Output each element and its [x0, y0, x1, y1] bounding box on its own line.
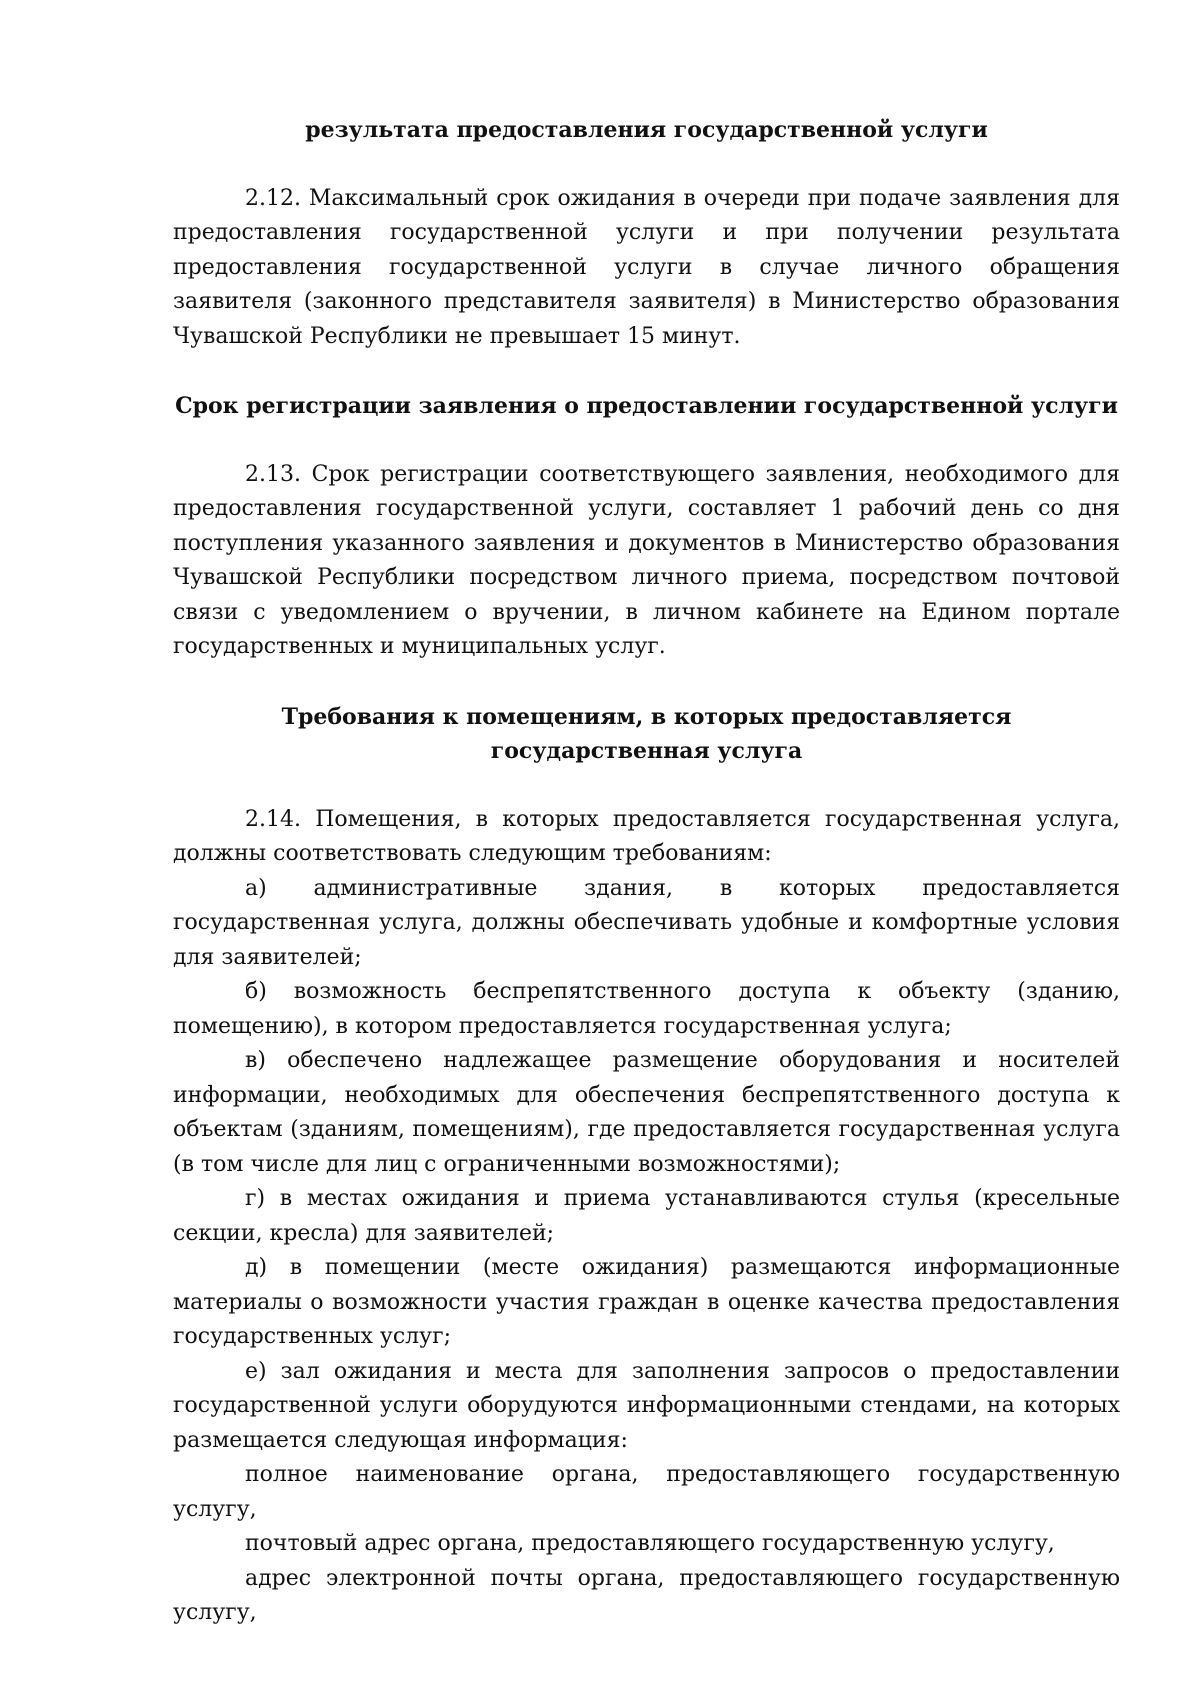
list-item-b: б) возможность беспрепятственного доступа к объекту (зданию, помещению), в котором предоставляется государственная услуга;	[173, 979, 1120, 1039]
section-heading-premises-line-2: государственная услуга	[490, 738, 803, 764]
spacer	[173, 354, 1120, 389]
info-line-full-name: полное наименование органа, предоставляющего государственную услугу,	[173, 1462, 1120, 1522]
spacer	[173, 148, 1120, 182]
paragraph-2-14: 2.14. Помещения, в которых предоставляется государственная услуга, должны соответствовать следующим требованиям:	[173, 806, 1120, 866]
section-heading-registration: Срок регистрации заявления о предоставлении государственной услуги	[175, 393, 1118, 419]
document-body	[173, 113, 1120, 1631]
spacer	[173, 424, 1120, 458]
list-item-g: г) в местах ожидания и приема устанавливаются стулья (кресельные секции, кресла) для заявителей;	[173, 1186, 1120, 1246]
paragraph-2-13: 2.13. Срок регистрации соответствующего заявления, необходимого для предоставления государственной услуги, составляет 1 рабочий день со дня поступления указанного заявления и документов в Министерство образования Чувашской Республики посредством личного приема, посредством почтовой связи с уведомлением о вручении, в личном кабинете на Едином портале государственных и муниципальных услуг.	[173, 461, 1120, 659]
list-item-e: е) зал ожидания и места для заполнения запросов о предоставлении государственной услуги оборудуются информационными стендами, на которых размещается следующая информация:	[173, 1358, 1120, 1453]
list-item-d: д) в помещении (месте ожидания) размещаются информационные материалы о возможности участия граждан в оценке качества предоставления государственных услуг;	[173, 1255, 1120, 1349]
list-item-v: в) обеспечено надлежащее размещение оборудования и носителей информации, необходимых для обеспечения беспрепятственного доступа к объектам (зданиям, помещениям), где предоставляется государственная услуга (в том числе для лиц с ограниченными возможностями);	[173, 1048, 1120, 1177]
section-heading-result: результата предоставления государственной услуги	[305, 117, 988, 143]
spacer	[173, 769, 1120, 803]
paragraph-2-12: 2.12. Максимальный срок ожидания в очереди при подаче заявления для предоставления государственной услуги и при получении результата предоставления государственной услуги в случае личного обращения заявителя (законного представителя заявителя) в Министерство образования Чувашской Республики не превышает 15 минут.	[173, 185, 1120, 349]
info-line-email-address: адрес электронной почты органа, предоставляющего государственную услугу,	[173, 1565, 1120, 1625]
spacer	[173, 665, 1120, 700]
info-line-postal-address: почтовый адрес органа, предоставляющего государственную услугу,	[245, 1531, 1055, 1556]
list-item-a: а) административные здания, в которых предоставляется государственная услуга, должны обеспечивать удобные и комфортные условия для заявителей;	[173, 875, 1120, 970]
section-heading-premises-line-1: Требования к помещениям, в которых предоставляется	[281, 703, 1012, 730]
